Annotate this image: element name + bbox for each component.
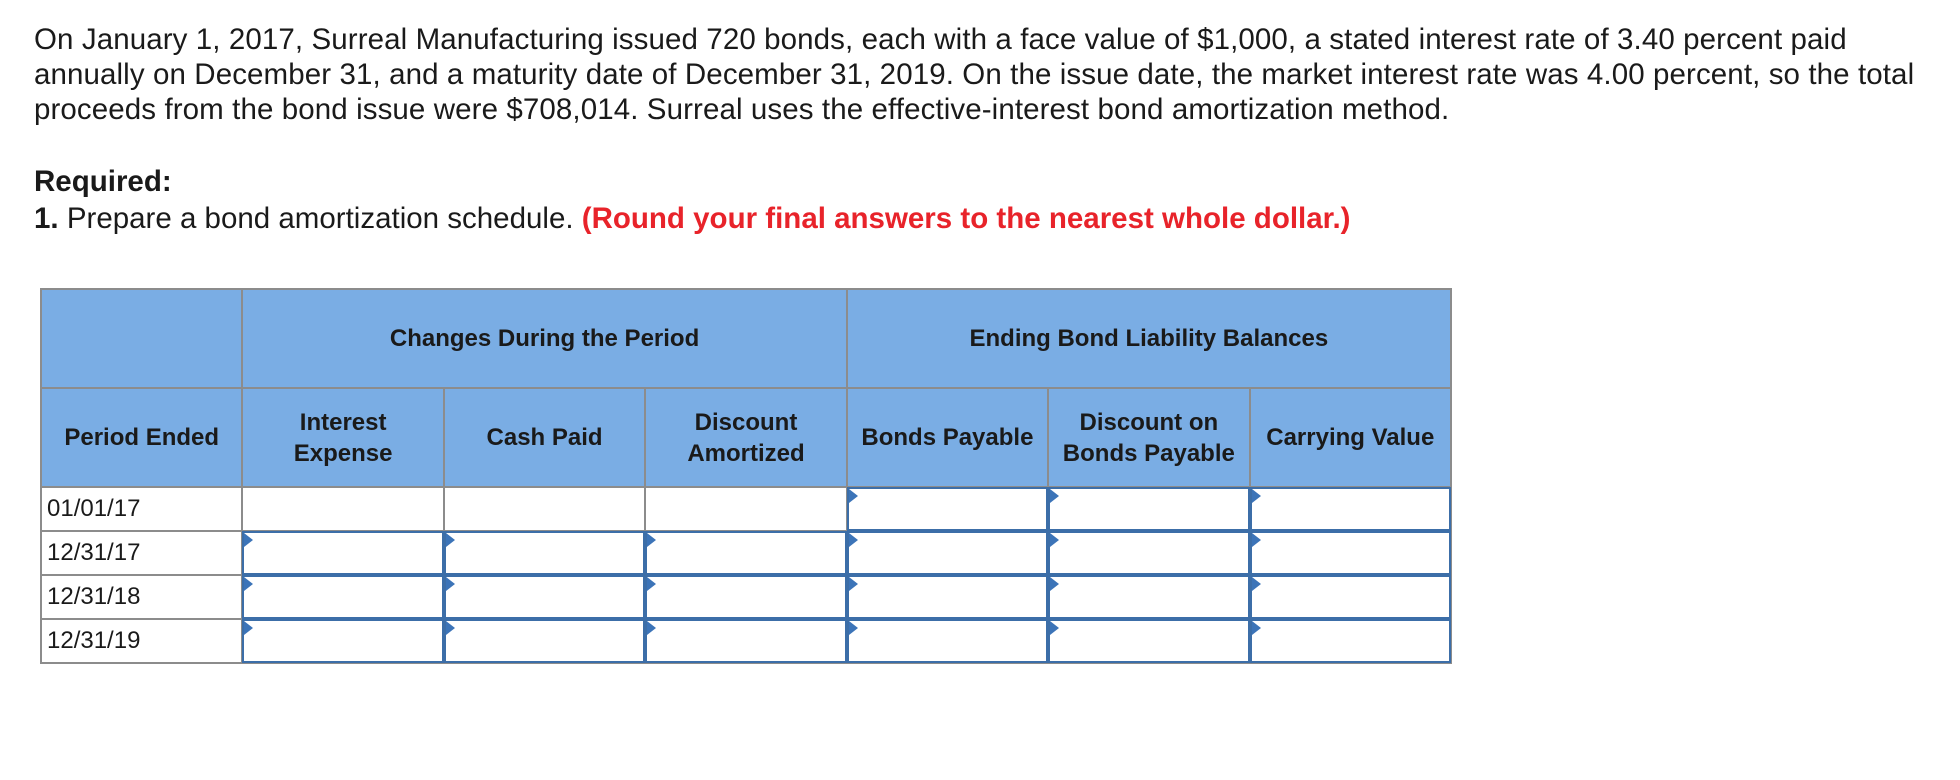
carrying-value-input[interactable] — [1252, 577, 1449, 617]
bonds-payable-cell — [847, 531, 1048, 575]
empty-cell — [645, 487, 846, 531]
table-row — [41, 575, 1451, 619]
input-flag-icon — [647, 533, 656, 547]
cash-paid-input[interactable] — [446, 621, 643, 661]
period-ended-cell: 12/31/19 — [41, 619, 242, 663]
bonds-payable-cell — [847, 575, 1048, 619]
cash-paid-cell — [444, 531, 645, 575]
empty-cell — [444, 487, 645, 531]
input-flag-icon — [244, 621, 253, 635]
period-ended-cell: 12/31/18 — [41, 575, 242, 619]
input-flag-icon — [849, 621, 858, 635]
discount-on-bonds-input[interactable] — [1050, 533, 1247, 573]
carrying-value-input[interactable] — [1252, 621, 1449, 661]
col-header-discount-on-bonds-payable: Discount on Bonds Payable — [1048, 388, 1249, 487]
input-flag-icon — [1252, 621, 1261, 635]
required-heading: Required: — [34, 165, 172, 198]
carrying-value-cell — [1250, 575, 1451, 619]
group-header-row — [41, 289, 1451, 388]
period-ended-cell: 12/31/17 — [41, 531, 242, 575]
ending-balances-header: Ending Bond Liability Balances — [847, 289, 1451, 388]
discount-on-bonds-cell — [1048, 575, 1249, 619]
bonds-payable-input[interactable] — [849, 489, 1046, 529]
discount-amortized-input[interactable] — [647, 621, 844, 661]
bonds-payable-cell — [847, 619, 1048, 663]
bonds-payable-cell — [847, 487, 1048, 531]
carrying-value-cell — [1250, 531, 1451, 575]
col-header-cash-paid: Cash Paid — [444, 388, 645, 487]
requirement-1 — [34, 201, 1351, 237]
input-flag-icon — [647, 577, 656, 591]
period-ended-cell: 01/01/17 — [41, 487, 242, 531]
input-flag-icon — [647, 621, 656, 635]
discount-on-bonds-input[interactable] — [1050, 489, 1247, 529]
discount-amortized-cell — [645, 531, 846, 575]
cash-paid-cell — [444, 619, 645, 663]
interest-expense-cell — [242, 531, 443, 575]
discount-amortized-input[interactable] — [647, 577, 844, 617]
cash-paid-cell — [444, 575, 645, 619]
bonds-payable-input[interactable] — [849, 533, 1046, 573]
bond-amortization-table — [40, 288, 1452, 664]
carrying-value-input[interactable] — [1252, 533, 1449, 573]
input-flag-icon — [1252, 577, 1261, 591]
input-flag-icon — [446, 533, 455, 547]
interest-expense-cell — [242, 619, 443, 663]
input-flag-icon — [244, 533, 253, 547]
input-flag-icon — [849, 489, 858, 503]
discount-amortized-input[interactable] — [647, 533, 844, 573]
discount-on-bonds-cell — [1048, 487, 1249, 531]
interest-expense-input[interactable] — [244, 621, 441, 661]
changes-during-period-header: Changes During the Period — [242, 289, 846, 388]
discount-amortized-cell — [645, 575, 846, 619]
interest-expense-input[interactable] — [244, 577, 441, 617]
col-header-period-ended: Period Ended — [41, 388, 242, 487]
requirement-instruction: Prepare a bond amortization schedule. — [66, 202, 574, 235]
column-header-row — [41, 388, 1451, 487]
input-flag-icon — [446, 577, 455, 591]
blank-corner-header — [41, 289, 242, 388]
interest-expense-input[interactable] — [244, 533, 441, 573]
input-flag-icon — [1050, 533, 1059, 547]
input-flag-icon — [446, 621, 455, 635]
discount-on-bonds-input[interactable] — [1050, 621, 1247, 661]
col-header-discount-amortized: Discount Amortized — [645, 388, 846, 487]
discount-amortized-cell — [645, 619, 846, 663]
input-flag-icon — [1252, 489, 1261, 503]
input-flag-icon — [1050, 489, 1059, 503]
cash-paid-input[interactable] — [446, 577, 643, 617]
discount-on-bonds-cell — [1048, 531, 1249, 575]
bonds-payable-input[interactable] — [849, 621, 1046, 661]
col-header-carrying-value: Carrying Value — [1250, 388, 1451, 487]
bonds-payable-input[interactable] — [849, 577, 1046, 617]
input-flag-icon — [1252, 533, 1261, 547]
input-flag-icon — [1050, 621, 1059, 635]
carrying-value-cell — [1250, 619, 1451, 663]
carrying-value-cell — [1250, 487, 1451, 531]
table-row — [41, 487, 1451, 531]
rounding-note: (Round your final answers to the nearest whole dollar.) — [581, 202, 1351, 235]
input-flag-icon — [849, 577, 858, 591]
input-flag-icon — [1050, 577, 1059, 591]
discount-on-bonds-cell — [1048, 619, 1249, 663]
col-header-interest-expense: Interest Expense — [242, 388, 443, 487]
col-header-bonds-payable: Bonds Payable — [847, 388, 1048, 487]
input-flag-icon — [244, 577, 253, 591]
discount-on-bonds-input[interactable] — [1050, 577, 1247, 617]
empty-cell — [242, 487, 443, 531]
problem-statement: On January 1, 2017, Surreal Manufacturing issued 720 bonds, each with a face value of $1,000, a stated interest rate of 3.40 percent paid annually on December 31, and a maturity date of December 31, 2019. On the issue date, the market interest rate was 4.00 percent, so the total proceeds from the bond issue were $708,014. Surreal uses the effective-interest bond amortization method. — [34, 23, 1915, 126]
table-row — [41, 619, 1451, 663]
requirement-number: 1. — [34, 202, 59, 235]
carrying-value-input[interactable] — [1252, 489, 1449, 529]
interest-expense-cell — [242, 575, 443, 619]
input-flag-icon — [849, 533, 858, 547]
table-row — [41, 531, 1451, 575]
cash-paid-input[interactable] — [446, 533, 643, 573]
